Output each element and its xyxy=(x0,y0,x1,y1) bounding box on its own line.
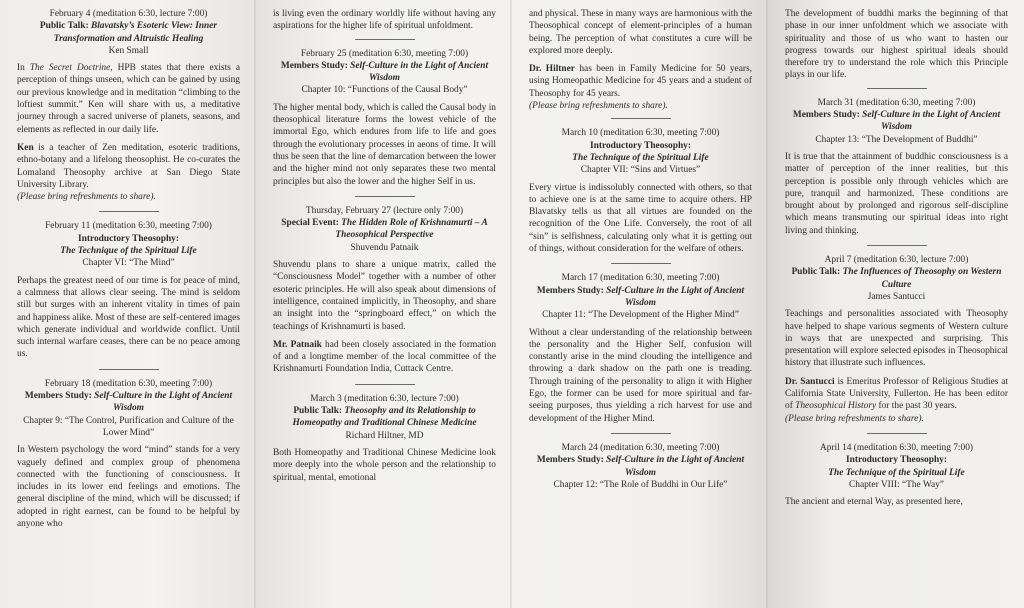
event-body xyxy=(273,447,496,484)
event-body xyxy=(529,327,752,425)
event-title: Members Study: Self-Culture in the Light of Ancient Wisdom xyxy=(280,60,489,84)
event-chapter: Chapter VIII: “The Way” xyxy=(849,479,944,490)
paragraph: is living even the ordinary worldly life without having any aspirations for the higher life of spiritual unfoldment. xyxy=(273,9,496,32)
column-4 xyxy=(768,0,1024,608)
event-body xyxy=(785,496,1008,508)
divider xyxy=(611,433,671,434)
divider xyxy=(355,384,415,385)
event-body xyxy=(273,102,496,188)
event-feb-25 xyxy=(273,48,496,188)
divider xyxy=(867,245,927,246)
event-feb-11 xyxy=(17,220,240,360)
paragraph: Ken is a teacher of Zen meditation, esoteric traditions, ethno-botany and a lifelong theosophist. He co-curates the Lomaland Theosophy archive at San Diego State University Library. xyxy=(17,142,240,190)
event-body xyxy=(785,151,1008,237)
paragraph: The higher mental body, which is called the Causal body in theosophical literature forms the lowest vehicle of the immortal Ego, which endures from life to life and goes through the evolutionary processes in aeons of time. It will thus be seen that the line of demarcation between the lower and the higher mind not only separates these two mental principles but also the lower and the higher Self in us. xyxy=(273,102,496,187)
event-title: Members Study: Self-Culture in the Light of Ancient Wisdom xyxy=(792,110,1001,133)
event-chapter: Chapter VII: “Sins and Virtues” xyxy=(580,165,701,176)
refreshments-note: (Please bring refreshments to share). xyxy=(529,101,668,112)
event-speaker: Ken Small xyxy=(108,45,149,56)
event-title: Members Study: Self-Culture in the Light of Ancient Wisdom xyxy=(536,455,745,478)
event-chapter: Chapter 13: “The Development of Buddhi” xyxy=(815,134,978,145)
event-title: The Technique of the Spiritual Life xyxy=(572,152,709,163)
paragraph: Mr. Patnaik had been closely associated in the formation of and a longtime member of the local committee of the Krishnamurti Foundation India, Cuttack Centre. xyxy=(273,339,497,375)
paragraph: It is true that the attainment of buddhic consciousness is a matter of perception of the inner realities, but this perception is possible only through vehicles which are pure, tranquil and harmonized. These conditions are brought about by prolonged and rigorous self-discipline which means transmuting our spiritual ideas into right living and thinking. xyxy=(785,151,1008,236)
event-body xyxy=(17,62,240,203)
event-date: Thursday, February 27 (lecture only 7:00) xyxy=(305,205,464,216)
paragraph: Without a clear understanding of the relationship between the personality and the Higher Self, confusion will constantly arise in the mind clouding the intelligence and throwing a dark shadow on the path one is treading. Through training of the personality to align it with Higher Ego, the former can be used for more spiritual and far-seeing purposes, thus yielding a rich harvest for use and development of the Higher Mind. xyxy=(529,327,752,424)
divider xyxy=(867,88,927,89)
paragraph: In The Secret Doctrine, HPB states that there exists a perception of things unseen, which can be gained by using our previous knowledge and in meditation “climbing to the loftiest summit.” Ken will share with us, a meditative journey through a sacred universe of planets, seasons, and elements as reflected in our daily life. xyxy=(17,63,240,135)
divider xyxy=(99,369,159,370)
event-date: March 17 (meditation 6:30, meeting 7:00) xyxy=(561,273,720,284)
continued-text xyxy=(785,8,1008,82)
event-date: February 25 (meditation 6:30, meeting 7:00) xyxy=(300,48,469,59)
divider xyxy=(355,196,415,197)
event-body xyxy=(785,308,1008,425)
event-title: The Technique of the Spiritual Life xyxy=(60,246,197,257)
refreshments-note: (Please bring refreshments to share). xyxy=(17,192,156,203)
event-kind: Introductory Theosophy: xyxy=(78,233,179,244)
event-date: February 18 (meditation 6:30, meeting 7:00) xyxy=(44,378,213,389)
event-mar-10 xyxy=(529,127,752,255)
event-title: Public Talk: The Influences of Theosophy on Western Culture xyxy=(791,267,1002,290)
event-chapter: Chapter 12: “The Role of Buddhi in Our Life” xyxy=(553,479,728,490)
paragraph: Perhaps the greatest need of our time is for peace of mind, a calmness that allows clear seeing. The mind is seldom still but surges with an inherent vitality in times of pain and happiness alike. Most of these are self-centered images which generate individual and worldwide conflict. Until such internal warfare ceases, there can be no peace among us. xyxy=(17,275,240,360)
event-mar-3 xyxy=(273,393,496,484)
event-chapter: Chapter VI: “The Mind” xyxy=(82,258,175,269)
column-2 xyxy=(256,0,512,608)
divider xyxy=(867,433,927,434)
paragraph: Both Homeopathy and Traditional Chinese Medicine look more deeply into the whole person and the relationship to spiritual, mental, emotional xyxy=(273,447,496,483)
event-speaker: James Santucci xyxy=(867,291,926,302)
event-date: February 11 (meditation 6:30, meeting 7:00) xyxy=(45,221,212,232)
event-feb-27 xyxy=(273,205,496,376)
paragraph: Every virtue is indissolubly connected with others, so that to achieve one is at the same time to acquire others. HP Blavatsky tells us that all virtues are founded on the recognition of the One Life. Conversely, the root of all “sin” is selfishness, calculating only what it is getting out of things, without consideration for the welfare of others. xyxy=(529,182,752,255)
event-title: Members Study: Self-Culture in the Light of Ancient Wisdom xyxy=(536,285,745,308)
paragraph: In Western psychology the word “mind” stands for a very vaguely defined and complex group of phenomena connected with the functioning of consciousness. It includes in its lower end feelings and emotions. The general discipline of the mind, which will be discussed; if adopted in right earnest, can be found to be helpful by anyone who xyxy=(17,445,240,529)
event-apr-7 xyxy=(785,254,1008,425)
divider xyxy=(355,39,415,40)
event-title: Special Event: The Hidden Role of Krishnamurti – A Theosophical Perspective xyxy=(281,218,488,241)
event-speaker: Shuvendu Patnaik xyxy=(350,242,419,253)
paragraph: and physical. These in many ways are harmonious with the Theosophical concept of element-principles of a human being. The perception of what constitutes a cure will be explored more deeply. xyxy=(529,9,752,56)
event-date: March 10 (meditation 6:30, meeting 7:00) xyxy=(561,128,720,139)
event-date: April 14 (meditation 6:30, meeting 7:00) xyxy=(819,442,974,453)
divider xyxy=(99,211,159,212)
event-title: Members Study: Self-Culture in the Light of Ancient Wisdom xyxy=(24,391,233,414)
paragraph: Dr. Hiltner has been in Family Medicine for 50 years, using Homeopathic Medicine for 45 years and a student of Theosophy for 45 years. xyxy=(529,64,752,99)
event-body xyxy=(17,275,240,361)
event-kind: Introductory Theosophy: xyxy=(590,140,691,151)
event-mar-31 xyxy=(785,97,1008,237)
event-date: March 24 (meditation 6:30, meeting 7:00) xyxy=(561,442,720,453)
refreshments-note: (Please bring refreshments to share). xyxy=(785,413,924,424)
event-feb-4 xyxy=(17,8,240,203)
divider xyxy=(611,118,671,119)
paragraph: The ancient and eternal Way, as presented here, xyxy=(785,497,963,508)
continued-text xyxy=(273,8,496,33)
event-date: February 4 (meditation 6:30, lecture 7:00) xyxy=(49,9,208,19)
event-chapter: Chapter 9: “The Control, Purification and Culture of the Lower Mind” xyxy=(23,415,234,438)
paragraph: Dr. Santucci is Emeritus Professor of Religious Studies at California State University, Fullerton. He has been editor of Theosophical History for the past 30 years. xyxy=(785,376,1009,412)
continued-text xyxy=(529,8,752,112)
event-body xyxy=(273,259,496,376)
event-date: April 7 (meditation 6:30, lecture 7:00) xyxy=(824,255,969,266)
event-title: Public Talk: Blavatsky’s Esoteric View: Inner Transformation and Altruistic Healing xyxy=(39,21,218,44)
paragraph: Teachings and personalities associated with Theosophy have helped to shape various segments of Western culture in ways that are unexpected and surprising. This presentation will explore selected episodes in Theosophical history that illustrate such influences. xyxy=(785,309,1008,369)
column-3 xyxy=(512,0,768,608)
event-apr-14 xyxy=(785,442,1008,508)
event-mar-17 xyxy=(529,272,752,425)
event-body xyxy=(17,444,240,530)
event-chapter: Chapter 10: “Functions of the Causal Body” xyxy=(301,85,468,96)
event-title: Public Talk: Theosophy and its Relationship to Homeopathy and Traditional Chinese Medicine xyxy=(292,406,477,429)
paragraph: Shuvendu plans to share a unique matrix, called the “Consciousness Model” together with a number of other esoteric principles. He will also speak about dimensions of intelligence, contained implicitly, in Theosophy, and share an insight into the “springboard effect,” on which the teachings of Krishnamurti is based. xyxy=(273,260,496,332)
event-date: March 3 (meditation 6:30, lecture 7:00) xyxy=(310,393,459,404)
event-date: March 31 (meditation 6:30, meeting 7:00) xyxy=(817,97,976,108)
event-mar-24 xyxy=(529,442,752,491)
column-1 xyxy=(0,0,256,608)
event-feb-18 xyxy=(17,378,240,531)
event-title: The Technique of the Spiritual Life xyxy=(828,467,965,478)
event-chapter: Chapter 11: “The Development of the Higher Mind” xyxy=(542,310,739,321)
divider xyxy=(611,263,671,264)
event-kind: Introductory Theosophy: xyxy=(846,455,947,466)
event-speaker: Richard Hiltner, MD xyxy=(345,430,424,441)
event-body xyxy=(529,182,752,256)
paragraph: The development of buddhi marks the beginning of that phase in our inner unfoldment which we associate with spirituality and those of us who want to hasten our progress towards our highest spiritual ideals should therefore try to understand the role which this Principle plays in our life. xyxy=(785,9,1008,81)
